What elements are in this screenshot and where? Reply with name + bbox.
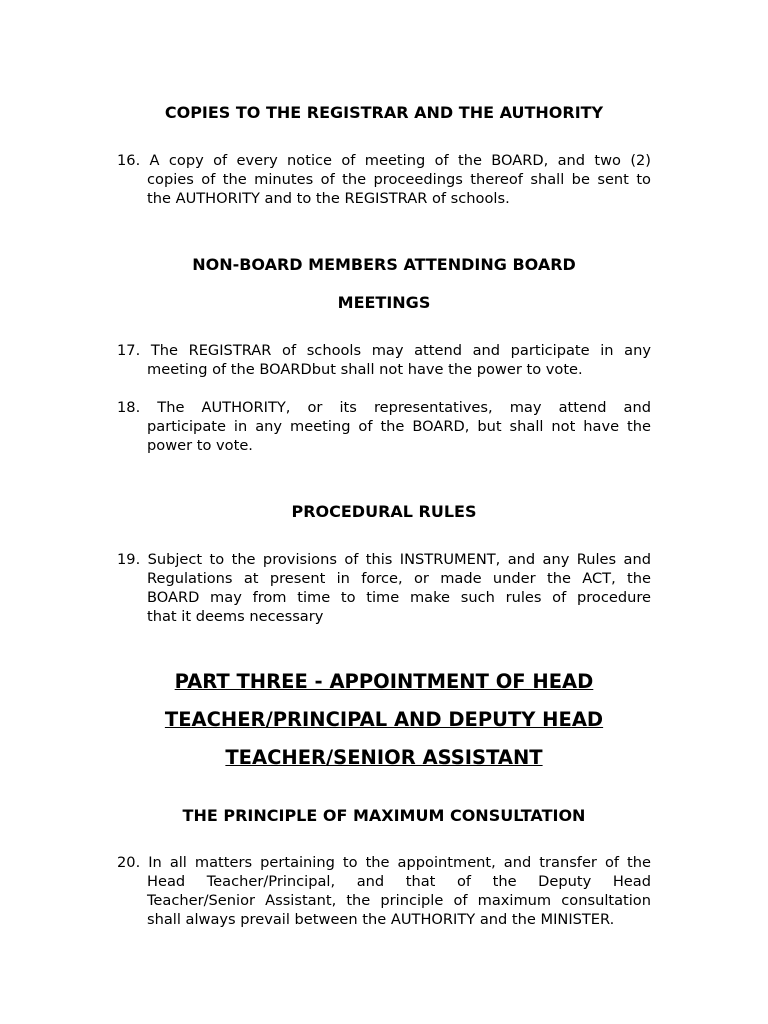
paragraph-line: shall always prevail between the AUTHORITY and the MINISTER. bbox=[147, 911, 615, 928]
paragraph-line: Head Teacher/Principal, and that of the Deputy Head bbox=[147, 873, 651, 890]
paragraph-line: 16. A copy of every notice of meeting of the BOARD, and two (2) bbox=[117, 152, 651, 169]
paragraph-20 bbox=[117, 853, 651, 929]
paragraph-16 bbox=[117, 151, 651, 208]
paragraph-line: BOARD may from time to time make such rules of procedure bbox=[147, 589, 651, 606]
paragraph-line: Teacher/Senior Assistant, the principle of maximum consultation bbox=[147, 892, 651, 909]
paragraph-line: 18. The AUTHORITY, or its representatives, may attend and bbox=[117, 399, 651, 416]
paragraph-line: 19. Subject to the provisions of this INSTRUMENT, and any Rules and bbox=[117, 551, 651, 568]
part-heading-line-3: TEACHER/SENIOR ASSISTANT bbox=[225, 746, 543, 769]
paragraph-line: power to vote. bbox=[147, 437, 253, 454]
section-heading-non-board-line-2: MEETINGS bbox=[337, 293, 431, 312]
section-heading-non-board-line-1: NON-BOARD MEMBERS ATTENDING BOARD bbox=[192, 255, 576, 274]
paragraph-line: that it deems necessary bbox=[147, 608, 324, 625]
paragraph-line: meeting of the BOARDbut shall not have the power to vote. bbox=[147, 361, 583, 378]
paragraph-line: the AUTHORITY and to the REGISTRAR of schools. bbox=[147, 190, 510, 207]
part-heading-line-1: PART THREE - APPOINTMENT OF HEAD bbox=[174, 670, 594, 693]
paragraph-18 bbox=[117, 398, 651, 455]
paragraph-line: participate in any meeting of the BOARD, but shall not have the bbox=[147, 418, 651, 435]
paragraph-line: Regulations at present in force, or made under the ACT, the bbox=[147, 570, 651, 587]
part-heading-line-2: TEACHER/PRINCIPAL AND DEPUTY HEAD bbox=[164, 708, 604, 731]
paragraph-line: 20. In all matters pertaining to the appointment, and transfer of the bbox=[117, 854, 651, 871]
paragraph-line: copies of the minutes of the proceedings thereof shall be sent to bbox=[147, 171, 651, 188]
paragraph-17 bbox=[117, 341, 651, 379]
paragraph-line: 17. The REGISTRAR of schools may attend and participate in any bbox=[117, 342, 651, 359]
paragraph-19 bbox=[117, 550, 651, 626]
section-heading-copies: COPIES TO THE REGISTRAR AND THE AUTHORITY bbox=[164, 103, 604, 122]
section-heading-maximum-consultation: THE PRINCIPLE OF MAXIMUM CONSULTATION bbox=[182, 806, 586, 825]
section-heading-procedural-rules: PROCEDURAL RULES bbox=[291, 502, 477, 521]
